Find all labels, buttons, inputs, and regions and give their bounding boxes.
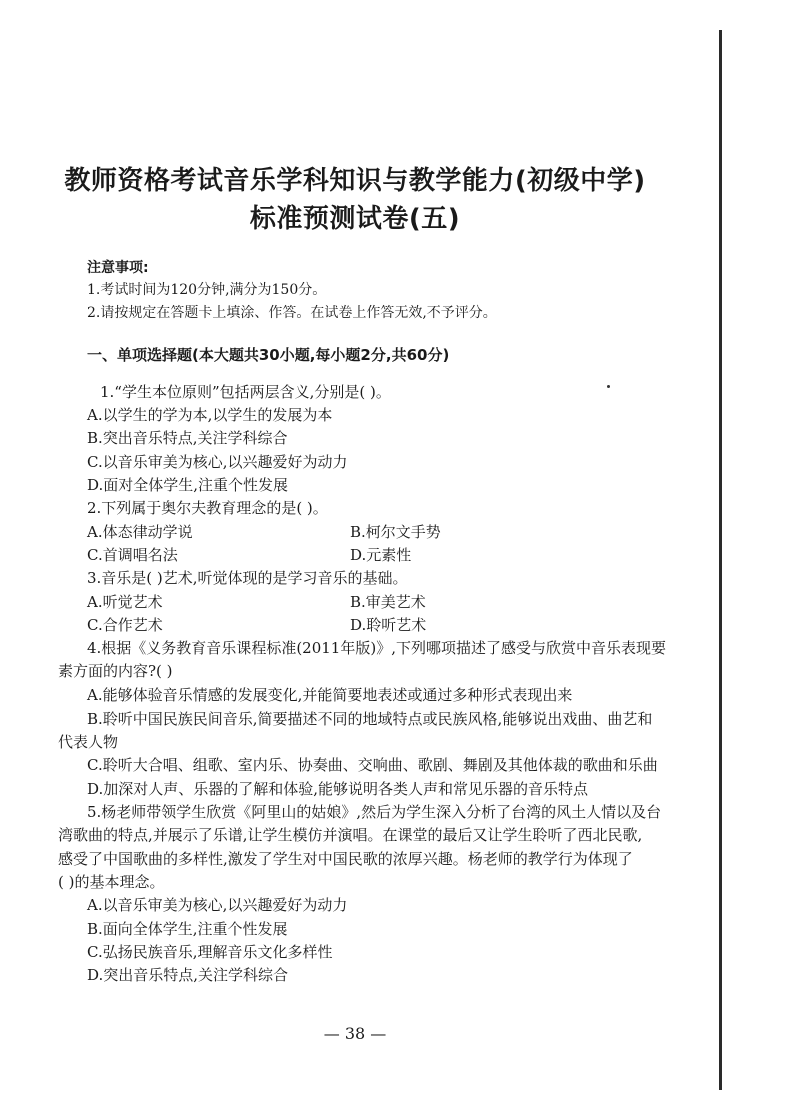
question-1-stem: 1.“学生本位原则”包括两层含义,分别是( )。 [100,383,391,401]
question-4-option-b-line1: B.聆听中国民族民间音乐,简要描述不同的地域特点或民族风格,能够说出戏曲、曲艺和 [87,710,653,728]
question-3-option-b: B.审美艺术 [350,593,426,611]
question-5-option-b: B.面向全体学生,注重个性发展 [87,920,288,938]
question-3-option-c: C.合作艺术 [87,616,163,634]
question-2-stem: 2.下列属于奥尔夫教育理念的是( )。 [87,499,328,517]
question-5-option-c: C.弘扬民族音乐,理解音乐文化多样性 [87,943,333,961]
question-5-stem-line1: 5.杨老师带领学生欣赏《阿里山的姑娘》,然后为学生深入分析了台湾的风土人情以及台 [87,803,662,821]
question-5-stem-line3: 感受了中国歌曲的多样性,激发了学生对中国民歌的浓厚兴趣。杨老师的教学行为体现了 [58,850,633,868]
question-4-stem-line1: 4.根据《义务教育音乐课程标准(2011年版)》,下列哪项描述了感受与欣赏中音乐表现要 [87,639,666,657]
scan-edge-line [719,30,722,1090]
question-4-option-d: D.加深对人声、乐器的了解和体验,能够说明各类人声和常见乐器的音乐特点 [87,780,589,798]
question-4-option-a: A.能够体验音乐情感的发展变化,并能简要地表述或通过多种形式表现出来 [87,686,573,704]
question-4-option-b-line2: 代表人物 [58,733,119,751]
section-heading: 一、单项选择题(本大题共30小题,每小题2分,共60分) [87,346,450,364]
question-2-option-a: A.体态律动学说 [87,523,193,541]
exam-title-line1: 教师资格考试音乐学科知识与教学能力(初级中学) [64,166,646,196]
question-4-option-c: C.聆听大合唱、组歌、室内乐、协奏曲、交响曲、歌剧、舞剧及其他体裁的歌曲和乐曲 [87,756,658,774]
question-1-option-a: A.以学生的学为本,以学生的发展为本 [87,406,333,424]
notes-heading: 注意事项: [87,260,149,276]
question-4-stem-line2: 素方面的内容?( ) [58,662,173,680]
notes-item-2: 2.请按规定在答题卡上填涂、作答。在试卷上作答无效,不予评分。 [87,305,497,321]
question-3-option-d: D.聆听艺术 [350,616,427,634]
question-1-option-c: C.以音乐审美为核心,以兴趣爱好为动力 [87,453,348,471]
notes-item-1: 1.考试时间为120分钟,满分为150分。 [87,282,327,298]
question-5-stem-line4: ( )的基本理念。 [58,873,165,891]
question-3-stem: 3.音乐是( )艺术,听觉体现的是学习音乐的基础。 [87,569,408,587]
question-1-option-b: B.突出音乐特点,关注学科综合 [87,429,288,447]
page-number: — 38 — [323,1024,387,1043]
question-2-option-d: D.元素性 [350,546,412,564]
question-2-option-c: C.首调唱名法 [87,546,178,564]
exam-title-line2: 标准预测试卷(五) [249,204,461,234]
question-5-option-d: D.突出音乐特点,关注学科综合 [87,966,289,984]
question-2-option-b: B.柯尔文手势 [350,523,441,541]
question-5-stem-line2: 湾歌曲的特点,并展示了乐谱,让学生模仿并演唱。在课堂的最后又让学生聆听了西北民歌, [58,826,643,844]
question-3-option-a: A.听觉艺术 [87,593,163,611]
question-1-option-d: D.面对全体学生,注重个性发展 [87,476,289,494]
scan-speck [607,385,610,388]
question-5-option-a: A.以音乐审美为核心,以兴趣爱好为动力 [87,896,348,914]
